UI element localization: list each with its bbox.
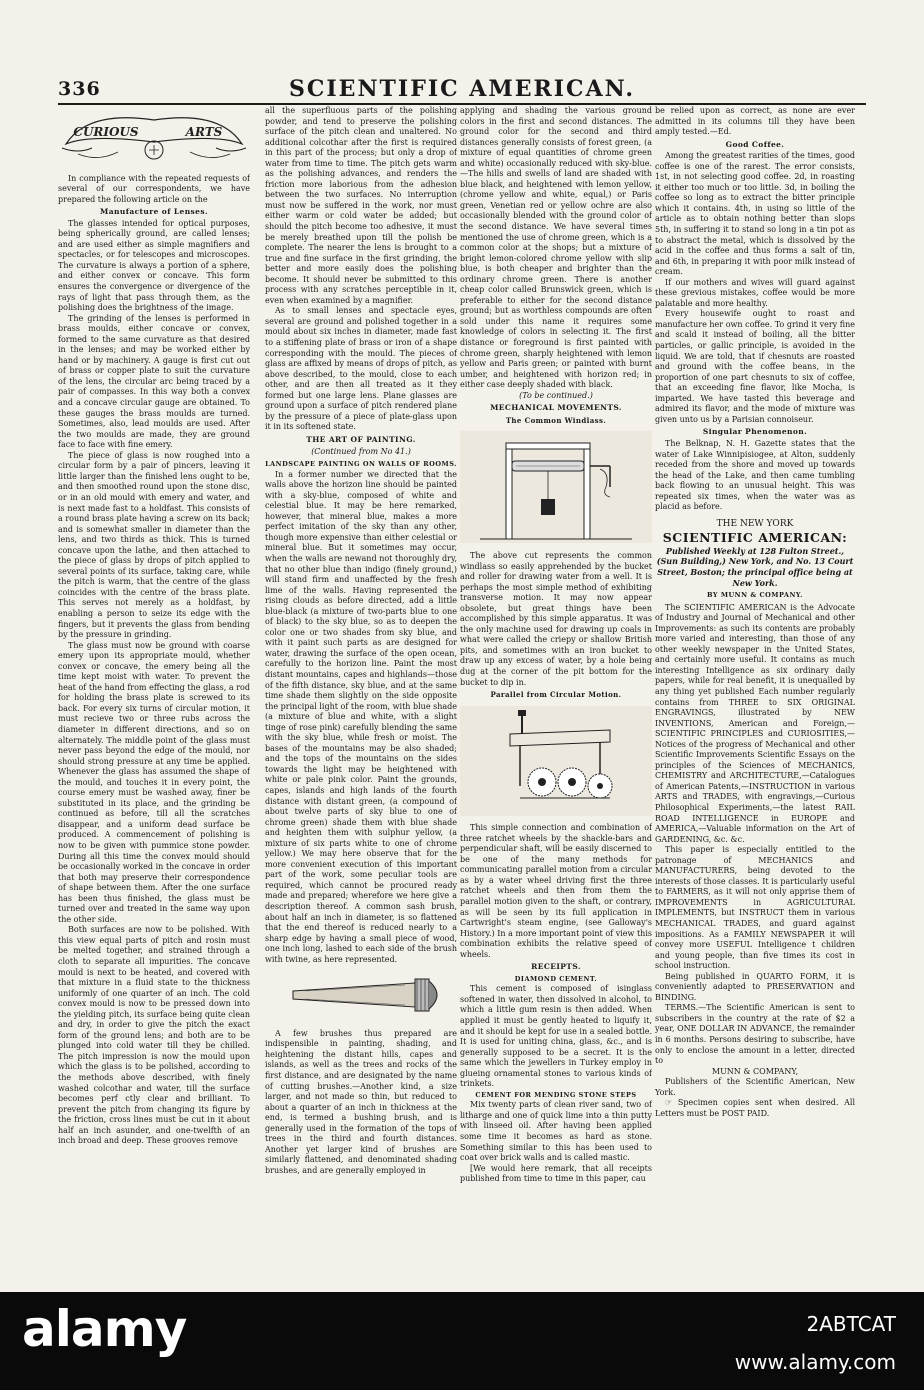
mechanical-movements-heading: MECHANICAL MOVEMENTS. [490,403,622,413]
windlass-paragraph: The above cut represents the common windlass so easily apprehended by the bucket and roller for drawing water from a well. It is perhaps the most simple method of exhibiting transverse motion. It may now appear obsolete, but great things have been accomplished by this simple apparatus. It was the only machine used for drawing up coals in what were called the criepy or shallow British pits, and sometimes with an iron bucket to draw up any excess of water, by a hole being dug at the corner of the pit bottom for the bucket to dip in. [460,550,652,687]
landscape-subheading: LANDSCAPE PAINTING ON WALLS OF ROOMS. [265,460,457,469]
publication-info: Published Weekly at 128 Fulton Street., (Sun Building,) New York, and No. 13 Court Street, Boston; the principal office being at New York. [656,545,854,588]
page-number: 336 [58,78,101,100]
image-id: 2ABTCAT [806,1312,896,1336]
lenses-paragraph: The piece of glass is now roughed into a circular form by a pair of pincers, leaving it little larger than the finished lens ought to be, and then smoothed round upon the stone disc, or in an old mould with emery and water, and is next made fast to a holdfast. This consists of a round brass plate having a screw on its back; and is somewhat smaller in diameter than the lens, and two thirds as thick. This is turned concave upon the lathe, and then attached to the piece of glass by drops of pitch applied to several points of its surface, taking care, while the pitch is warm, that the centre of the glass coincides with the centre of the brass plate. This serves not merely as a holdfast, by enabling a person to seize its edge with the fingers, but it prevents the glass from bending by the pressure in grinding. [58,450,250,640]
coffee-paragraph: Among the greatest rarities of the times, good coffee is one of the rarest. The error consists, 1st, in not selecting good coffee. 2d, in roasting it either too much or too little. 3d, in boiling the coffee so long as to extract the bitter principle which it contains. 4th, in using so little of the article as to obtain nothing better than slops 5th, in suffering it to stand so long in a tin pot as to abstract the metal, which is dissolved by the acid in the coffee and thus forms a salt of tin, and 6th, in preparing it with poor milk instead of cream. [655,151,855,277]
publishers-line: Publishers of the Scientific American, New York. [655,1077,855,1097]
editor-remark-paragraph: [We would here remark, that all receipts published from time to time in this paper, cau [460,1163,652,1184]
spectacle-paragraph: As to small lenses and spectacle eyes, several are ground and polished together in a mould about six inches in diameter, made fast to a stiffening plate of brass or iron of a shape corresponding with the mould. The pieces of glass are affixed by means of drops of pitch, as above described, to the mould, close to each other, and are then all treated as it they formed but one large lens. Plane glasses are ground upon a surface of pitch rendered plane by the pressure of a piece of plate-glass upon it in its softened state. [265,306,457,432]
phenomenon-paragraph: The Belknap, N. H. Gazette states that the water of Lake Winnipisiogee, at Alton, suddenly receded from the shore and moved up towards the head of the Lake, and then came tumbling back flowing to an unusual height. This was repeated six times, when the water was as placid as before. [655,438,855,512]
singular-phenomenon-heading: Singular Phenomenon. [702,427,808,437]
column-4 [655,106,855,1276]
lenses-paragraph: The grinding of the lenses is performed in brass moulds, either concave or convex, formed to the same curvature as that desired in the lenses; and may be worked either by hand or by machinery. A gauge is first cut out of brass or copper plate to suit the curvature of the lens, the circular arc being traced by a pair of compasses. In this way both a convex and a concave circular gauge are obtained. To these gauges the brass moulds are turned. Sometimes, also, lead moulds are used. After the two moulds are made, they are ground face to face with fine emery. [58,313,250,450]
coffee-paragraph: If our mothers and wives will guard against these grevious mistakes, coffee would be more palatable and more healthy. [655,277,855,308]
polishing-paragraph: all the superfluous parts of the polishing powder, and tend to preserve the polishing surface of the pitch clean and unaltered. No additional colcothar after the first is required in this part of the process; but only a drop of water from time to time. The pitch gets warm as the polishing advances, and renders the friction more laborious from the adhesion between the two surfaces. No interruption must now be suffered in the work, nor must either warm or cold water be added; but should the pitch become too adhesive, it must be merely breathed upon till the polish be complete. The nearer the lens is brought to a true and fine surface in the first grinding, the better and more easily does the polishing become. It should never be submitted to this process with any scratches perceptible in it, even when examined by a magnifier. [265,106,457,305]
lenses-paragraph: The glass must now be ground with coarse emery upon its appropriate mould, whether convex or concave, the emery being all the time kept moist with water. To prevent the heat of the hand from effecting the glass, a rod for holding the brass plate is screwed to its back. For every six turns of circular motion, it must recieve two or three rubs across the diameter in different directions, and so on alternately. The middle point of the glass must never pass beyond the edge of the mould, nor should strong pressure at any time be applied. Whenever the glass has assumed the shape of the mould, and touches it in every point, the course emery must be washed away, finer be substituted in its place, and the grinding be continued as before, till all the scratches disappear, and a uniform dead surface be produced. A commencement of polishing is now to be given with pummice stone powder. During all this time the convex mould should be occasionally worked in the concave in order that both may preserve their correspondence of shape between them. After the one surface has been thus finished, the glass must be turned over and treated in the same way upon the other side. [58,640,250,924]
patronage-paragraph: This paper is especially entitled to the patronage of MECHANICS and MANUFACTURERS, being devoted to the interests of those classes. It is particularly useful to FARMERS, as it will not only apprise them of IMPROVEMENTS in AGRICULTURAL IMPLEMENTS, but INSTRUCT them in various MECHANICAL TRADES, and guard against impositions. As a FAMILY NEWSPAPER it will convey more USEFUL Intelligence t children and young people, than five times its cost in school instruction. [655,845,855,971]
quarto-paragraph: Being published in QUARTO FORM, it is conveniently adapted to PRESERVATION and BINDING. [655,971,855,1002]
alamy-url[interactable]: www.alamy.com [734,1350,896,1374]
diamond-cement-subheading: DIAMOND CEMENT. [514,974,598,983]
good-coffee-heading: Good Coffee. [725,139,785,149]
receipts-heading: RECEIPTS. [531,962,581,972]
sash-brush-illustration [265,969,457,1021]
by-munn-company: BY MUNN & COMPANY. [707,591,803,600]
to-be-continued: (To be continued.) [519,390,593,400]
new-york-line: THE NEW YORK [716,518,794,529]
parallel-motion-subheading: Parallel from Circular Motion. [490,690,622,700]
stone-steps-paragraph: Mix twenty parts of clean river sand, two of litharge and one of quick lime into a thin putty with linseed oil. After having been applied some time it becomes as hard as stone. Something similar to this has been used to coat over brick walls and is called mastic. [460,1100,652,1163]
ratchet-wheels-illustration [460,706,652,816]
parallel-motion-paragraph: This simple connection and combination of three ratchet wheels by the shackle-bars and perpendicular shaft, will be easily discerned to be one of the many methods for communicating parallel motion from a circular as by a water wheel driving first the three ratchet wheels and then from them the parallel motion given to the shaft, or contrary, as will be seen by its full application in Cartwright's steam engine, (see Galloway's History.) In a more important point of view this combination exhibits the relative speed of wheels. [460,823,652,959]
ground-colors-paragraph: applying and shading the various ground colors in the first and second distances. The ground color for the second and third distances generally consists of forest green, (a mixture of equal quantities of chrome green and white) occasionally reduced with sky-blue.—The hills and swells of land are shaded with blue black, and heightened with lemon yellow, (chrome yellow and white, equal,) or Paris green, Venetian red or yellow ochre are also occasionally blended with the ground color of the second distance. We have several times mentioned the use of chrome green, which is a common color at the shops; but a mixture of bright lemon-colored chrome yellow with slip blue, is both cheaper and brighter than the ordinary chrome green. There is another cheap color called Brunswick green, which is preferable to either for the second distance ground; but as worthless compounds are often sold under this name it requires some knowledge of colors in selecting it. The first distance or foreground is first painted with chrome green, sharply heightened with lemon yellow and Paris green; or painted with burnt umber, and heightened with horizon red; in either case deeply shaded with black. [460,106,652,390]
lenses-paragraph: The glasses intended for optical purposes, being spherically ground, are called lenses; and are used either as simple magnifiers and spectacles, or for telescopes and microscopes. The curvature is always a portion of a sphere, and either convex or concave. This form ensures the convergence or divergence of the rays of light that pass through them, as the polishing does the brightness of the image. [58,218,250,313]
windlass-subheading: The Common Windlass. [505,415,607,425]
diamond-cement-paragraph: This cement is composed of isinglass softened in water, then dissolved in alcohol, to which a little gum resin is then added. When applied it must be gently heated to liquify it, and it should be kept for use in a sealed bottle. It is used for uniting china, glass, &c., and is generally supposed to be a secret. It is the same which the jewellers in Turkey employ in glueing ornamental stones to various kinds of trinkets. [460,984,652,1089]
advocate-paragraph: The SCIENTIFIC AMERICAN is the Advocate of Industry and Journal of Mechanical and other Improvements: as such its contents are probably more varied and interesting, than those of any other weekly newspaper in the United States, and certainly more useful. It contains as much interesting Intelligence as six ordinary daily papers, while for real benefit, it is unequalled by any thing yet published Each number regularly contains from THREE to SIX ORIGINAL ENGRAVINGS, illustrated by NEW INVENTIONS, American and Foreign,—SCIENTIFIC PRINCIPLES and CURIOSITIES,—Notices of the progress of Mechanical and other Scientific Improvements Scientific Essays on the principles of the Sciences of MECHANICS, CHEMISTRY and ARCHITECTURE,—Catalogues of American Patents,—INSTRUCTION in various ARTS and TRADES, with engravings,—Curious Philosophical Experiments,—the latest RAIL ROAD INTELLIGENCE in EUROPE and AMERICA,—Valuable information on the Art of GARDENING, &c. &c. [655,602,855,844]
stone-steps-subheading: CEMENT FOR MENDING STONE STEPS [475,1090,637,1099]
masthead-title: SCIENTIFIC AMERICAN. [288,76,635,102]
curious-arts-banner [58,104,250,166]
windlass-illustration [460,431,652,543]
column-1 [58,104,250,1274]
banner-word-curious: CURIOUS [73,125,139,139]
column-3 [460,106,652,1276]
coffee-paragraph: Every housewife ought to roast and manufacture her own coffee. To grind it very fine and scald it instead of boiling, all the bitter particles, or gallic principle, is avoided in the liquid. We are told, that if chesnuts are roasted and ground with the coffee beans, in the proportion of one part chesnuts to six of coffee, that an exceeding fine flavor, like Mocha, is imparted. We have tasted this beverage and admired its flavor, and the mode of mixture was given unto us by a Parisian connoiseur. [655,309,855,424]
painting-continued: (Continued from No 41.) [311,446,411,456]
receipts-note: be relied upon as correct, as none are ever admitted in its columns till they have been amply tested.—Ed. [655,106,855,137]
column-2 [265,106,457,1276]
brushes-paragraph: A few brushes thus prepared are indispensible in painting, shading, and heightening the distant hills, capes and islands, as well as the trees and rocks of the first distance, and are designated by the name of cutting brushes.—Another kind, a size larger, and not made so thin, but reduced to about a quarter of an inch in thickness at the end, is termed a bushing brush, and is generally used in the formation of the tops of trees in the third and fourth distances. Another yet larger kind of brushes are similarly flattened, and denominated shading brushes, and are generally employed in [265,1028,457,1175]
lenses-intro: In compliance with the repeated requests of several of our correspondents, we have prepared the following article on the [58,173,250,204]
terms-paragraph: TERMS.—The Scientific American is sent to subscribers in the country at the rate of $2 a year, ONE DOLLAR IN ADVANCE, the remainder in 6 months. Persons desiring to subscribe, have only to enclose the amount in a letter, directed to [655,1003,855,1066]
scientific-american-title: SCIENTIFIC AMERICAN: [662,530,848,546]
painting-heading: THE ART OF PAINTING. [306,434,416,444]
lenses-paragraph: Both surfaces are now to be polished. With this view equal parts of pitch and rosin must be melted together, and strained through a cloth to separate all impurities. The concave mould is next to be heated, and covered with that mixture in a fluid state to the thickness uniformly of one quarter of an inch. The cold convex mould is now to be pressed down into the yielding pitch, its surface being quite clean and dry, in order to give the pitch the exact form of the ground lens; and both are to be plunged into cold water till they be chilled. The pitch impression is now the mould upon which the glass is to be polished, according to the methods above described, with finely washed colcothar and water, till the surface becomes perf ctly clear and brilliant. To prevent the pitch from changing its figure by the friction, cross lines must be cut in it about half an inch asunder, and one-twelfth of an inch broad and deep. These grooves remove [58,925,250,1146]
alamy-logo: alamy [22,1300,187,1358]
lenses-heading: Manufacture of Lenses. [100,207,208,217]
specimen-copies-note: ☞ Specimen copies sent when desired. All Letters must be POST PAID. [655,1098,855,1118]
banner-word-arts: ARTS [185,125,223,139]
landscape-paragraph: In a former number we directed that the walls above the horizon line should be painted with a sky-blue, composed of white and celestial blue. It may be here remarked, however, that mineral blue, makes a more perfect imitation of the sky than any other, though more expensive than either celestial or mineral blue. But it sometimes may occur, when the walls are newand not thoroughly dry, that no other blue than indigo (finely ground,) will stand firm and unaffected by the fresh lime of the walls. Having represented the rising clouds as before directed, add a little blue-black (a mixture of two-parts blue to one of black) to the sky blue, so as to deepen the color one or two shades from sky blue, and with it paint such parts as are designed for water, drawing the surface of the open ocean, carefully to the horizon line. Paint the most distant mountains, capes and highlands—those of the fifth distance, sky blue, and at the same time shade them slightly on the side opposite the principal light of the room, with blue shade (a mixture of blue and white, with a slight tinge of rose pink) carefully blending the same with the sky blue, while fresh or moist. The bases of the mountains may be also shaded; and the tops of the mountains on the sides towards the light may be heightened with white or pale pink color. Paint the grounds, capes, islands and high lands of the fourth distance with distant green, (a compound of about twelve parts of sky blue to one of chrome green) shade them with blue shade and heighten them with sulphur yellow, (a mixture of six parts white to one of chrome yellow.) We may here observe that for the more convenient execution of this important part of the work, some peculiar tools are required, which cannot be procured ready made and prepared; wherefore we here give a description thereof. A common sash brush, about half an inch in diameter, is so flattened that the end thereof is reduced nearly to a sharp edge by having a small piece of wood, one inch long, lashed to each side of the brush with twine, as here represented. [265,469,457,964]
munn-company-signature: MUNN & COMPANY, [711,1066,799,1076]
